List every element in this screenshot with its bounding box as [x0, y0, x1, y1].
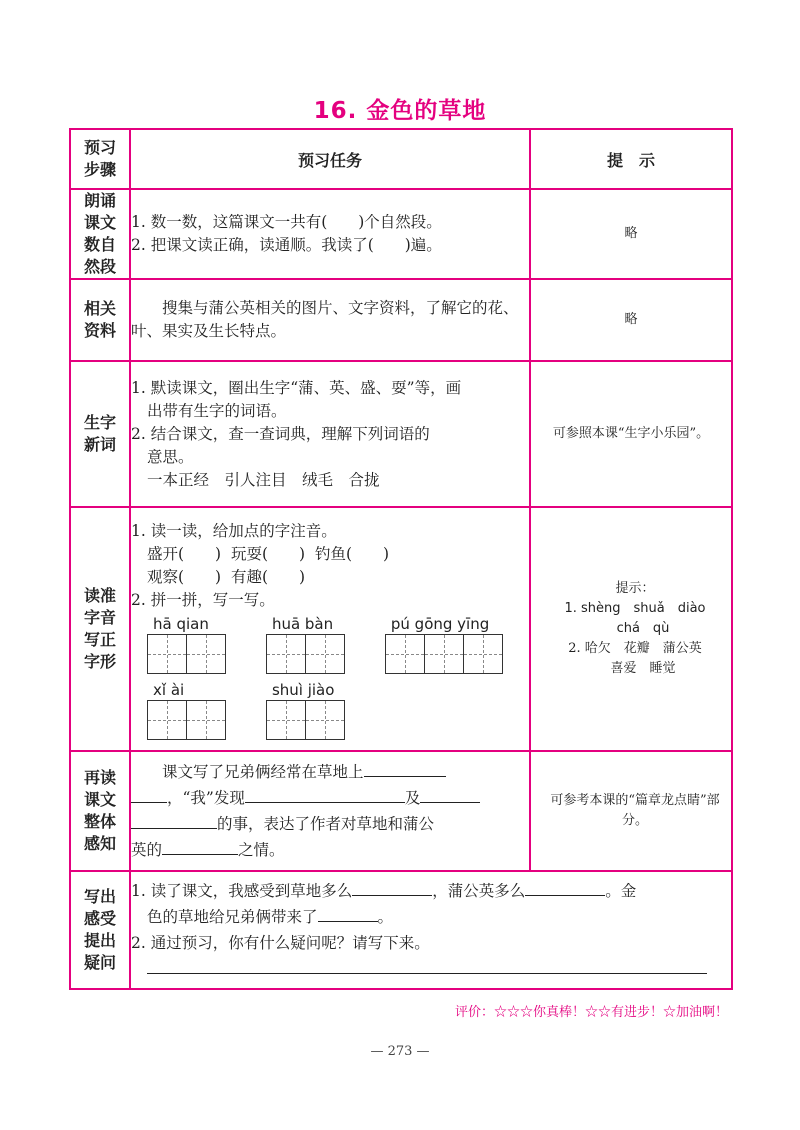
- writing-grid: [266, 614, 344, 674]
- writing-grid: [147, 680, 225, 740]
- header-hint: [530, 129, 732, 189]
- task-line: 2. 拼一拼，写一写。: [131, 591, 275, 609]
- task-line: 2. 结合课文，查一查词典，理解下列词语的: [131, 424, 430, 443]
- pinyin-label: huā bàn: [271, 615, 334, 633]
- header-hint-label: 提 示: [606, 150, 655, 170]
- task-cell: [130, 871, 732, 989]
- task-cell: [130, 279, 530, 361]
- tian-box[interactable]: [147, 634, 187, 674]
- page-title: 16. 金色的草地: [313, 98, 487, 124]
- task-line: 1. 数一数，这篇课文一共有( )个自然段。: [131, 213, 442, 231]
- fill-text: 的事，表达了作者对草地和蒲公: [217, 815, 435, 833]
- tian-box[interactable]: [424, 634, 464, 674]
- header-task: [130, 129, 530, 189]
- header-step: [70, 129, 130, 189]
- hint-cell: [530, 279, 732, 361]
- hint-cell: [530, 507, 732, 751]
- fill-blank[interactable]: [162, 838, 238, 855]
- table-row: [70, 189, 732, 279]
- evaluation-text: 评价：☆☆☆你真棒！☆☆有进步！☆加油啊！: [454, 1005, 728, 1020]
- step-label: 再读课文整体感知: [83, 768, 116, 853]
- writing-grid: [266, 680, 344, 740]
- hint-cell: [530, 361, 732, 507]
- hint-title: 提示：: [615, 581, 655, 596]
- fill-text: 及: [404, 789, 421, 807]
- pinyin-label: xǐ ài: [153, 681, 185, 699]
- step-label: 写出感受提出疑问: [83, 887, 116, 972]
- fill-text: 。金: [605, 882, 637, 900]
- fill-text: ，蒲公英多么: [432, 882, 526, 900]
- hint-text: 略: [624, 226, 638, 241]
- hint-text: 可参照本课“生字小乐园”。: [552, 426, 710, 441]
- table-row: [70, 361, 732, 507]
- header-step-label: 预习步骤: [83, 138, 116, 179]
- fill-blank[interactable]: [131, 812, 217, 829]
- hint-cell: [530, 189, 732, 279]
- step-label: 朗诵课文数自然段: [83, 191, 116, 276]
- tian-box[interactable]: [186, 634, 226, 674]
- fill-paragraph: [131, 759, 529, 863]
- hint-text: chá qù: [616, 621, 670, 636]
- tian-box[interactable]: [266, 634, 306, 674]
- fill-blank[interactable]: [352, 879, 432, 896]
- task-cell: [130, 751, 530, 871]
- word-blank: 观察( ): [147, 568, 222, 586]
- word-blank: 有趣( ): [230, 568, 306, 586]
- tian-box[interactable]: [266, 700, 306, 740]
- step-label: 相关资料: [83, 299, 116, 340]
- pinyin-label: pú gōng yīng: [390, 615, 490, 633]
- table-row: [70, 507, 732, 751]
- hint-text: 2. 哈欠 花瓣 蒲公英: [568, 641, 702, 656]
- task-line: 出带有生字的词语。: [147, 401, 287, 420]
- preview-table: [69, 128, 733, 990]
- header-task-label: 预习任务: [297, 150, 362, 170]
- word-list: 一本正经 引人注目 绒毛 合拢: [147, 470, 380, 489]
- task-line: 1. 默读课文，圈出生字“蒲、英、盛、耍”等，画: [131, 378, 462, 397]
- fill-paragraph: [131, 878, 719, 982]
- word-blank: 盛开( ): [147, 545, 222, 563]
- table-row: [70, 871, 732, 989]
- hint-cell: [530, 751, 732, 871]
- task-cell: [130, 507, 530, 751]
- tian-box[interactable]: [147, 700, 187, 740]
- task-cell: [130, 361, 530, 507]
- hint-text: 1. shèng shuǎ diào: [564, 601, 706, 616]
- pinyin-pairs-line: [131, 566, 529, 589]
- hint-text: 略: [624, 312, 638, 327]
- word-blank: 玩耍( ): [230, 545, 306, 563]
- fill-blank[interactable]: [420, 786, 480, 803]
- tian-box[interactable]: [305, 634, 345, 674]
- fill-text: ，“我”发现: [167, 789, 245, 807]
- hint-text: 喜爱 睡觉: [610, 661, 676, 676]
- step-cell: [70, 871, 130, 989]
- tian-box[interactable]: [463, 634, 503, 674]
- word-blank: 钓鱼( ): [314, 545, 390, 563]
- pinyin-pairs-line: [131, 543, 529, 566]
- fill-blank[interactable]: [245, 786, 405, 803]
- writing-grids: [131, 614, 529, 674]
- step-cell: [70, 751, 130, 871]
- pinyin-label: shuì jiào: [271, 681, 335, 699]
- step-cell: [70, 189, 130, 279]
- writing-grids: [131, 680, 529, 740]
- tian-box[interactable]: [385, 634, 425, 674]
- tian-box[interactable]: [305, 700, 345, 740]
- fill-text: 英的: [131, 841, 163, 859]
- tian-box[interactable]: [186, 700, 226, 740]
- fill-text: 1. 读了课文，我感受到草地多么: [131, 882, 353, 900]
- task-line: 意思。: [147, 447, 194, 466]
- step-label: 生字新词: [83, 413, 116, 454]
- pinyin-label: hā qian: [153, 615, 209, 633]
- fill-blank[interactable]: [318, 905, 378, 922]
- table-header-row: [70, 129, 732, 189]
- fill-blank[interactable]: [131, 786, 167, 803]
- task-cell: [130, 189, 530, 279]
- hint-text: 可参考本课的“篇章龙点睛”部分。: [550, 793, 720, 828]
- writing-grid: [385, 614, 502, 674]
- fill-text: 之情。: [238, 841, 285, 859]
- fill-text: 色的草地给兄弟俩带来了: [147, 908, 318, 926]
- writing-grid: [147, 614, 225, 674]
- fill-blank[interactable]: [364, 760, 446, 777]
- fill-text: 课文写了兄弟俩经常在草地上: [162, 763, 364, 781]
- table-row: [70, 751, 732, 871]
- step-cell: [70, 361, 130, 507]
- page-number: — 273 —: [370, 1044, 430, 1059]
- fill-text: 。: [377, 908, 394, 926]
- step-label: 读准字音写正字形: [83, 586, 116, 671]
- task-paragraph: 搜集与蒲公英相关的图片、文字资料，了解它的花、叶、果实及生长特点。: [131, 299, 519, 340]
- fill-blank[interactable]: [525, 879, 605, 896]
- answer-line[interactable]: [147, 957, 707, 974]
- task-line: 2. 把课文读正确，读通顺。我读了( )遍。: [131, 236, 442, 254]
- table-row: [70, 279, 732, 361]
- step-cell: [70, 279, 130, 361]
- task-line: 1. 读一读，给加点的字注音。: [131, 522, 337, 540]
- fill-text: 2. 通过预习，你有什么疑问呢？请写下来。: [131, 934, 430, 952]
- step-cell: [70, 507, 130, 751]
